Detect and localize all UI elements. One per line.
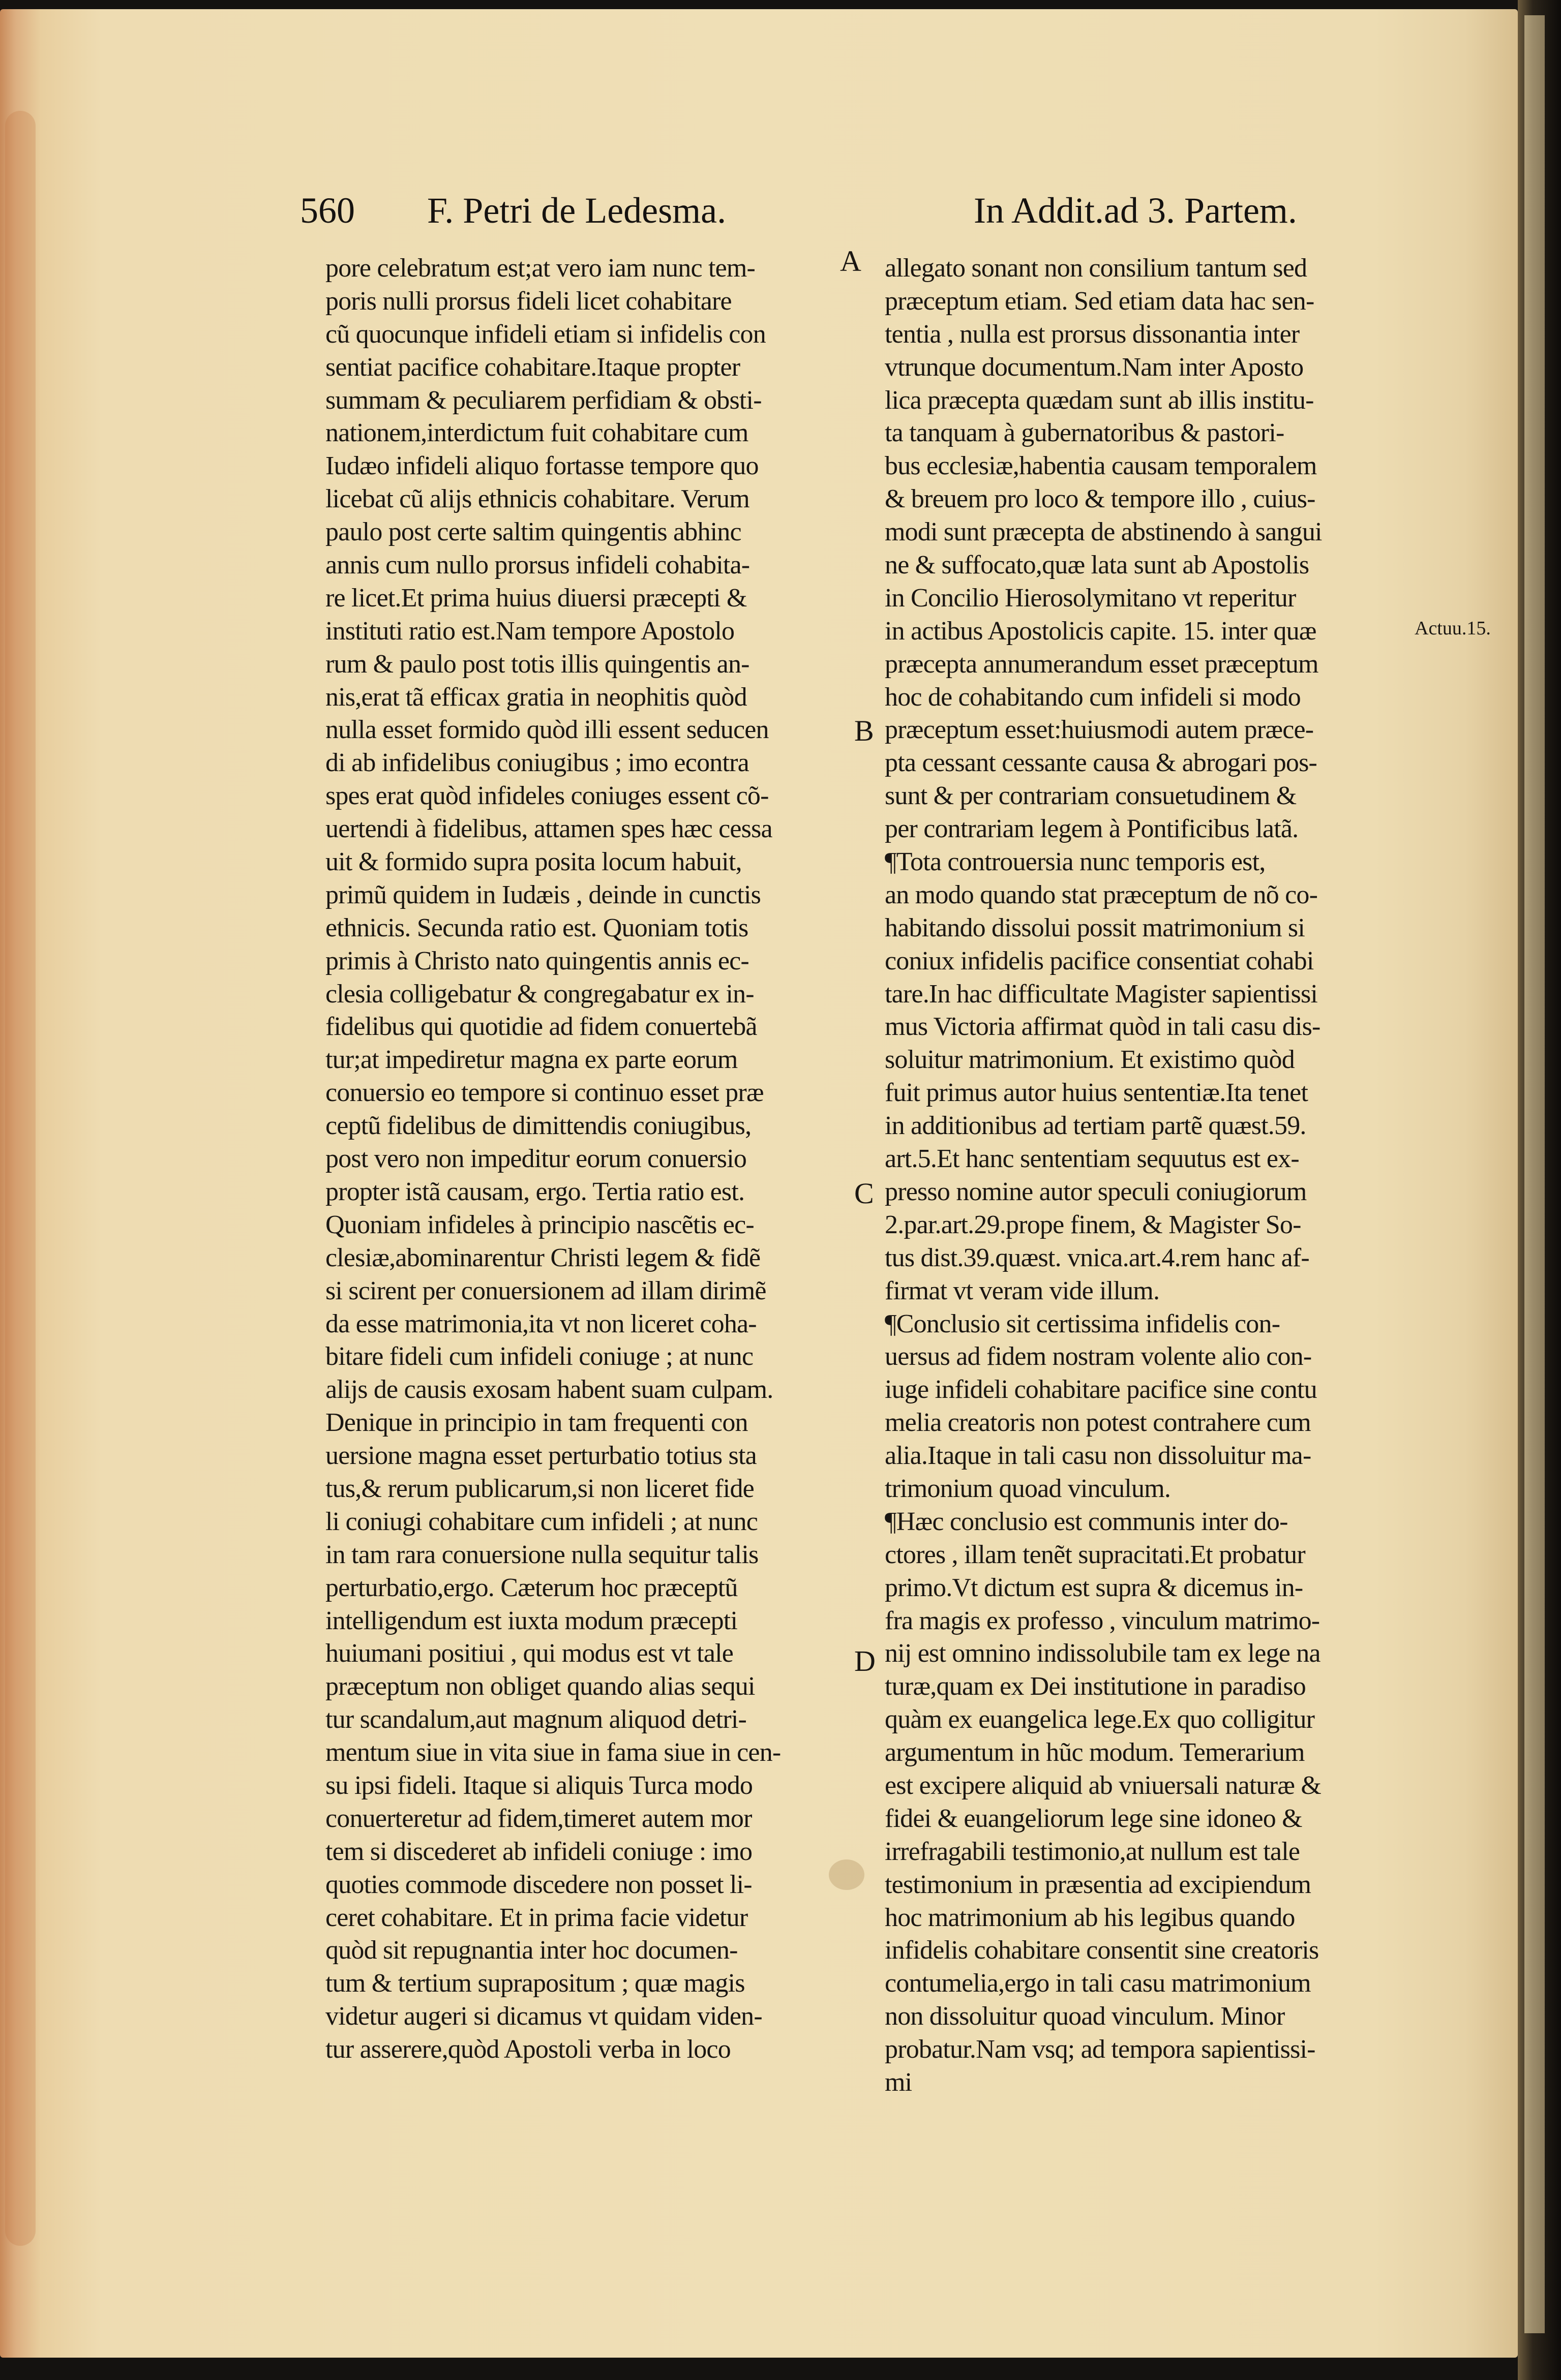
- right-column-line: ne & suffocato,quæ lata sunt ab Apostolis: [885, 551, 1309, 580]
- left-column-line: paulo post certe saltim quingentis abhinc: [325, 517, 741, 547]
- right-column-line: in additionibus ad tertiam partẽ quæst.59.: [885, 1111, 1306, 1141]
- right-column-line: primo.Vt dictum est supra & dicemus in-: [885, 1573, 1303, 1602]
- left-column-line: uit & formido supra posita locum habuit,: [325, 847, 742, 877]
- right-column-line: ctores , illam tenẽt supracitati.Et probatur: [885, 1540, 1305, 1569]
- left-column-line: conuersio eo tempore si continuo esset præ: [325, 1078, 764, 1108]
- right-column-line: alia.Itaque in tali casu non dissoluitur ma-: [885, 1441, 1311, 1471]
- right-column-line: firmat vt veram vide illum.: [885, 1276, 1160, 1305]
- right-column-line: & breuem pro loco & tempore illo , cuius-: [885, 484, 1315, 514]
- right-column-line: hoc matrimonium ab his legibus quando: [885, 1903, 1295, 1932]
- left-column-line: mentum siue in vita siue in fama siue in cen-: [325, 1738, 781, 1767]
- right-column-line: pta cessant cessante causa & abrogari pos-: [885, 748, 1317, 778]
- right-column-line: nij est omnino indissolubile tam ex lege na: [885, 1639, 1320, 1668]
- right-column-line: art.5.Et hanc sententiam sequutus est ex-: [885, 1144, 1299, 1174]
- left-column-line: tem si discederet ab infideli coniuge : imo: [325, 1837, 753, 1866]
- left-column-line: sentiat pacifice cohabitare.Itaque propter: [325, 352, 740, 382]
- left-column-line: Denique in principio in tam frequenti con: [325, 1408, 748, 1438]
- running-head-section: In Addit.ad 3. Partem.: [974, 190, 1297, 231]
- right-column-line: quàm ex euangelica lege.Ex quo colligitur: [885, 1705, 1315, 1734]
- right-column-line: non dissoluitur quoad vinculum. Minor: [885, 2002, 1285, 2031]
- right-column-line: infidelis cohabitare consentit sine creatoris: [885, 1936, 1319, 1965]
- left-column-line: alijs de causis exosam habent suam culpam.: [325, 1375, 773, 1405]
- right-column-line: fidei & euangeliorum lege sine idoneo &: [885, 1804, 1302, 1833]
- right-column-line: in actibus Apostolicis capite. 15. inter quæ: [885, 616, 1316, 646]
- right-column-line: præcepta annumerandum esset præceptum: [885, 649, 1318, 679]
- right-column-line: irrefragabili testimonio,at nullum est tale: [885, 1837, 1300, 1866]
- right-column-line: tare.In hac difficultate Magister sapientissi: [885, 979, 1318, 1009]
- left-column-line: primũ quidem in Iudæis , deinde in cunctis: [325, 880, 761, 909]
- left-column-line: nis,erat tã efficax gratia in neophitis quòd: [325, 682, 747, 712]
- right-column-line: habitando dissolui possit matrimonium si: [885, 913, 1305, 942]
- right-column-line: in Concilio Hierosolymitano vt reperitur: [885, 583, 1296, 613]
- right-column-line: præceptum etiam. Sed etiam data hac sen-: [885, 286, 1314, 316]
- left-column-line: nulla esset formido quòd illi essent seducen: [325, 715, 769, 745]
- left-column-line: di ab infidelibus coniugibus ; imo econtra: [325, 748, 749, 778]
- left-column-line: intelligendum est iuxta modum præcepti: [325, 1606, 738, 1635]
- left-column-line: perturbatio,ergo. Cæterum hoc præceptũ: [325, 1573, 738, 1602]
- right-column-line: fra magis ex professo , vinculum matrimo-: [885, 1606, 1320, 1635]
- right-column-line: sunt & per contrariam consuetudinem &: [885, 781, 1297, 811]
- right-column-line: argumentum in hũc modum. Temerarium: [885, 1738, 1305, 1767]
- next-page-edge: [1524, 15, 1545, 2333]
- left-column-line: ceret cohabitare. Et in prima facie videtur: [325, 1903, 748, 1932]
- right-column-line: probatur.Nam vsq; ad tempora sapientissi-: [885, 2035, 1315, 2064]
- left-column-line: tur asserere,quòd Apostoli verba in loco: [325, 2035, 731, 2064]
- right-column-line: ¶Tota controuersia nunc temporis est,: [885, 847, 1266, 877]
- right-column-line: melia creatoris non potest contrahere cum: [885, 1408, 1311, 1438]
- right-column-line: præceptum esset:huiusmodi autem præce-: [885, 715, 1314, 745]
- right-column-line: mi: [885, 2067, 912, 2097]
- left-column-line: annis cum nullo prorsus infideli cohabita-: [325, 551, 750, 580]
- right-column-line: mus Victoria affirmat quòd in tali casu dis-: [885, 1012, 1320, 1042]
- right-column-line: turæ,quam ex Dei institutione in paradiso: [885, 1672, 1306, 1701]
- left-column-line: tus,& rerum publicarum,si non liceret fide: [325, 1474, 754, 1503]
- margin-letter-b: B: [854, 714, 874, 747]
- running-head-author: F. Petri de Ledesma.: [427, 190, 727, 231]
- right-text-column: [885, 252, 1414, 2099]
- left-column-line: instituti ratio est.Nam tempore Apostolo: [325, 616, 735, 646]
- left-column-line: clesia colligebatur & congregabatur ex in-: [325, 979, 754, 1009]
- left-column-line: rum & paulo post totis illis quingentis an-: [325, 649, 749, 679]
- left-column-line: quoties commode discedere non posset li-: [325, 1870, 752, 1899]
- right-column-line: an modo quando stat præceptum de nõ co-: [885, 880, 1318, 909]
- left-column-line: uertendi à fidelibus, attamen spes hæc cessa: [325, 814, 772, 844]
- right-column-line: trimonium quoad vinculum.: [885, 1474, 1171, 1503]
- left-column-line: conuerteretur ad fidem,timeret autem mor: [325, 1804, 752, 1833]
- right-column-line: lica præcepta quædam sunt ab illis institu-: [885, 385, 1314, 415]
- left-column-line: tur scandalum,aut magnum aliquod detri-: [325, 1705, 747, 1734]
- book-page: [0, 9, 1518, 2358]
- left-column-line: da esse matrimonia,ita vt non liceret coha-: [325, 1309, 757, 1338]
- margin-letter-a: A: [840, 245, 861, 278]
- right-column-line: ¶Hæc conclusio est communis inter do-: [885, 1507, 1288, 1536]
- margin-letter-d: D: [854, 1644, 876, 1677]
- left-column-line: si scirent per conuersionem ad illam dirimẽ: [325, 1276, 766, 1305]
- right-column-line: hoc de cohabitando cum infideli si modo: [885, 682, 1301, 712]
- left-column-line: Quoniam infideles à principio nascẽtis ec-: [325, 1210, 754, 1239]
- left-column-line: tum & tertium suprapositum ; quæ magis: [325, 1969, 745, 1998]
- left-column-line: post vero non impeditur eorum conuersio: [325, 1144, 747, 1174]
- left-column-line: poris nulli prorsus fideli licet cohabitare: [325, 286, 732, 316]
- left-column-line: huiumani positiui , qui modus est vt tale: [325, 1639, 734, 1668]
- left-column-line: summam & peculiarem perfidiam & obsti-: [325, 385, 762, 415]
- left-column-line: bitare fideli cum infideli coniuge ; at nunc: [325, 1342, 754, 1371]
- left-column-line: in tam rara conuersione nulla sequitur talis: [325, 1540, 759, 1569]
- right-column-line: fuit primus autor huius sententiæ.Ita tenet: [885, 1078, 1308, 1108]
- right-column-line: tus dist.39.quæst. vnica.art.4.rem hanc af-: [885, 1243, 1309, 1272]
- margin-letter-c: C: [854, 1177, 874, 1210]
- left-column-line: primis à Christo nato quingentis annis ec-: [325, 946, 749, 975]
- left-column-line: Iudæo infideli aliquo fortasse tempore quo: [325, 451, 759, 481]
- right-column-line: tentia , nulla est prorsus dissonantia inter: [885, 319, 1300, 349]
- right-column-line: uersus ad fidem nostram volente alio con-: [885, 1342, 1312, 1371]
- left-column-line: re licet.Et prima huius diuersi præcepti &: [325, 583, 747, 613]
- left-column-line: pore celebratum est;at vero iam nunc tem-: [325, 254, 756, 283]
- foxing-stain: [5, 111, 36, 2246]
- left-column-line: li coniugi cohabitare cum infideli ; at nunc: [325, 1507, 758, 1536]
- left-column-line: clesiæ,abominarentur Christi legem & fidẽ: [325, 1243, 761, 1272]
- left-text-column: [325, 252, 844, 2066]
- right-column-line: ¶Conclusio sit certissima infidelis con-: [885, 1309, 1280, 1338]
- left-column-line: nationem,interdictum fuit cohabitare cum: [325, 418, 748, 448]
- left-column-line: ceptũ fidelibus de dimittendis coniugibus,: [325, 1111, 752, 1141]
- left-column-line: præceptum non obliget quando alias sequi: [325, 1672, 755, 1701]
- right-column-line: bus ecclesiæ,habentia causam temporalem: [885, 451, 1317, 481]
- left-column-line: quòd sit repugnantia inter hoc documen-: [325, 1936, 738, 1965]
- right-column-line: 2.par.art.29.prope finem, & Magister So-: [885, 1210, 1301, 1239]
- right-column-line: coniux infidelis pacifice consentiat cohabi: [885, 946, 1314, 975]
- left-column-line: su ipsi fideli. Itaque si aliquis Turca modo: [325, 1771, 753, 1800]
- left-column-line: fidelibus qui quotidie ad fidem conuertebã: [325, 1012, 757, 1042]
- page-number: 560: [300, 190, 355, 231]
- right-column-line: presso nomine autor speculi coniugiorum: [885, 1177, 1307, 1206]
- right-column-line: est excipere aliquid ab vniuersali naturæ &: [885, 1771, 1321, 1800]
- right-column-line: vtrunque documentum.Nam inter Aposto: [885, 352, 1304, 382]
- left-column-line: tur;at impediretur magna ex parte eorum: [325, 1045, 738, 1075]
- right-column-line: allegato sonant non consilium tantum sed: [885, 254, 1307, 283]
- margin-note-actuum: Actuu.15.: [1415, 618, 1491, 639]
- right-column-line: ta tanquam à gubernatoribus & pastori-: [885, 418, 1284, 448]
- right-column-line: soluitur matrimonium. Et existimo quòd: [885, 1045, 1295, 1075]
- left-column-line: ethnicis. Secunda ratio est. Quoniam totis: [325, 913, 748, 942]
- left-column-line: propter istã causam, ergo. Tertia ratio est.: [325, 1177, 745, 1206]
- left-column-line: spes erat quòd infideles coniuges essent cõ-: [325, 781, 769, 811]
- right-column-line: per contrariam legem à Pontificibus latã.: [885, 814, 1299, 844]
- left-column-line: uersione magna esset perturbatio totius sta: [325, 1441, 757, 1471]
- left-column-line: cũ quocunque infideli etiam si infidelis con: [325, 319, 766, 349]
- right-column-line: contumelia,ergo in tali casu matrimonium: [885, 1969, 1311, 1998]
- left-column-line: licebat cũ alijs ethnicis cohabitare. Verum: [325, 484, 749, 514]
- right-column-line: testimonium in præsentia ad excipiendum: [885, 1870, 1311, 1899]
- left-column-line: videtur augeri si dicamus vt quidam viden-: [325, 2002, 762, 2031]
- right-column-line: modi sunt præcepta de abstinendo à sangui: [885, 517, 1322, 547]
- right-column-line: iuge infideli cohabitare pacifice sine contu: [885, 1375, 1317, 1405]
